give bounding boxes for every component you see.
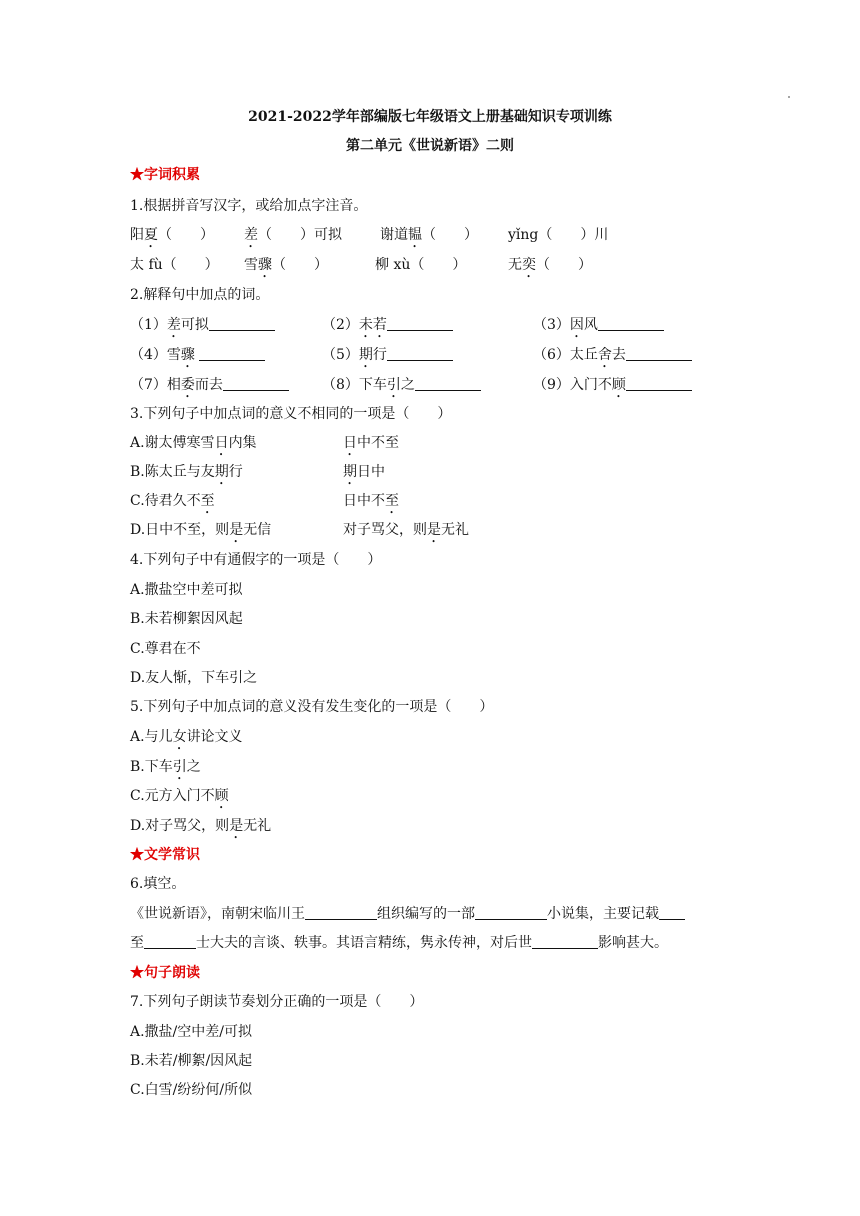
answer-blank[interactable] (532, 935, 598, 949)
q7-option-a: A.撒盐/空中差/可拟 (130, 1024, 252, 1040)
section-literature: ★文学常识 (130, 847, 200, 863)
q2-item: （1）差可拟 (130, 314, 275, 341)
document-subtitle: 第二单元《世说新语》二则 (346, 138, 514, 154)
document-title: 2021-2022学年部编版七年级语文上册基础知识专项训练 (248, 109, 612, 125)
q4-option-a: A.撒盐空中差可拟 (130, 582, 243, 598)
q2-item: （6）太丘舍去 (533, 344, 692, 371)
question-5-stem: 5.下列句子中加点词的意义没有发生变化的一项是（ ） (130, 699, 494, 715)
section-vocab: ★字词积累 (130, 167, 200, 183)
answer-blank[interactable] (387, 317, 453, 331)
q7-option-c: C.白雪/纷纷何/所似 (130, 1082, 253, 1098)
q7-option-b: B.未若/柳絮/因风起 (130, 1053, 253, 1069)
answer-blank[interactable] (475, 906, 547, 920)
q3-option: D.日中不至，则是无信 (130, 522, 272, 538)
question-2-stem: 2.解释句中加点的词。 (130, 287, 270, 303)
q2-item: （5）期行 (322, 344, 453, 371)
answer-blank[interactable] (387, 347, 453, 361)
answer-blank[interactable] (626, 347, 692, 361)
q4-option-d: D.友人惭，下车引之 (130, 670, 258, 686)
question-4-stem: 4.下列句子中有通假字的一项是（ ） (130, 552, 382, 568)
answer-blank[interactable] (144, 935, 196, 949)
answer-blank[interactable] (415, 377, 481, 391)
q1-item: 无奕（ ） (508, 257, 592, 273)
answer-blank[interactable] (223, 377, 289, 391)
q5-option-b: B.下车引之 (130, 759, 201, 775)
q3-option-compare: 期日中 (343, 464, 385, 480)
q1-item: 太 fù（ ） (130, 257, 219, 273)
page-dot (788, 96, 790, 98)
q1-item: 谢道韫（ ） (380, 227, 478, 243)
q4-option-c: C.尊君在不 (130, 641, 201, 657)
q5-option-a: A.与儿女讲论文义 (130, 729, 243, 745)
q3-option: B.陈太丘与友期行 (130, 464, 243, 480)
q1-item: yǐng（ ）川 (508, 227, 609, 243)
q2-item: （2）未若 (322, 314, 453, 341)
q3-option: C.待君久不至 (130, 493, 215, 509)
question-6-stem: 6.填空。 (130, 876, 186, 892)
q2-item: （4）雪骤 (130, 344, 265, 371)
q3-option-compare: 对子骂父，则是无礼 (343, 522, 469, 538)
q3-option-compare: 日中不至 (343, 493, 399, 509)
answer-blank[interactable] (305, 906, 377, 920)
q1-item: 差（ ）可拟 (244, 227, 342, 243)
q2-item: （3）因风 (533, 314, 664, 341)
question-3-stem: 3.下列句子中加点词的意义不相同的一项是（ ） (130, 406, 452, 422)
q2-item: （7）相委而去 (130, 374, 289, 401)
q2-item: （9）入门不顾 (533, 374, 692, 401)
answer-blank[interactable] (659, 906, 685, 920)
answer-blank[interactable] (598, 317, 664, 331)
question-7-stem: 7.下列句子朗读节奏划分正确的一项是（ ） (130, 994, 424, 1010)
q3-option-compare: 日中不至 (343, 435, 399, 451)
q5-option-d: D.对子骂父，则是无礼 (130, 818, 272, 834)
q5-option-c: C.元方入门不顾 (130, 788, 229, 804)
answer-blank[interactable] (209, 317, 275, 331)
question-1-stem: 1.根据拼音写汉字，或给加点字注音。 (130, 198, 368, 214)
q3-option: A.谢太傅寒雪日内集 (130, 435, 257, 451)
section-reading: ★句子朗读 (130, 965, 200, 981)
q1-item: 雪骤（ ） (244, 257, 328, 273)
q6-line-1: 《世说新语》，南朝宋临川王 组织编写的一部 小说集，主要记载 (130, 903, 685, 923)
q2-item: （8）下车引之 (322, 374, 481, 401)
q1-item: 阳夏（ ） (130, 227, 214, 243)
q1-item: 柳 xù（ ） (375, 257, 467, 273)
q4-option-b: B.未若柳絮因风起 (130, 611, 243, 627)
answer-blank[interactable] (199, 347, 265, 361)
answer-blank[interactable] (626, 377, 692, 391)
q6-line-2: 至 士大夫的言谈、轶事。其语言精练，隽永传神，对后世 影响甚大。 (130, 935, 668, 951)
